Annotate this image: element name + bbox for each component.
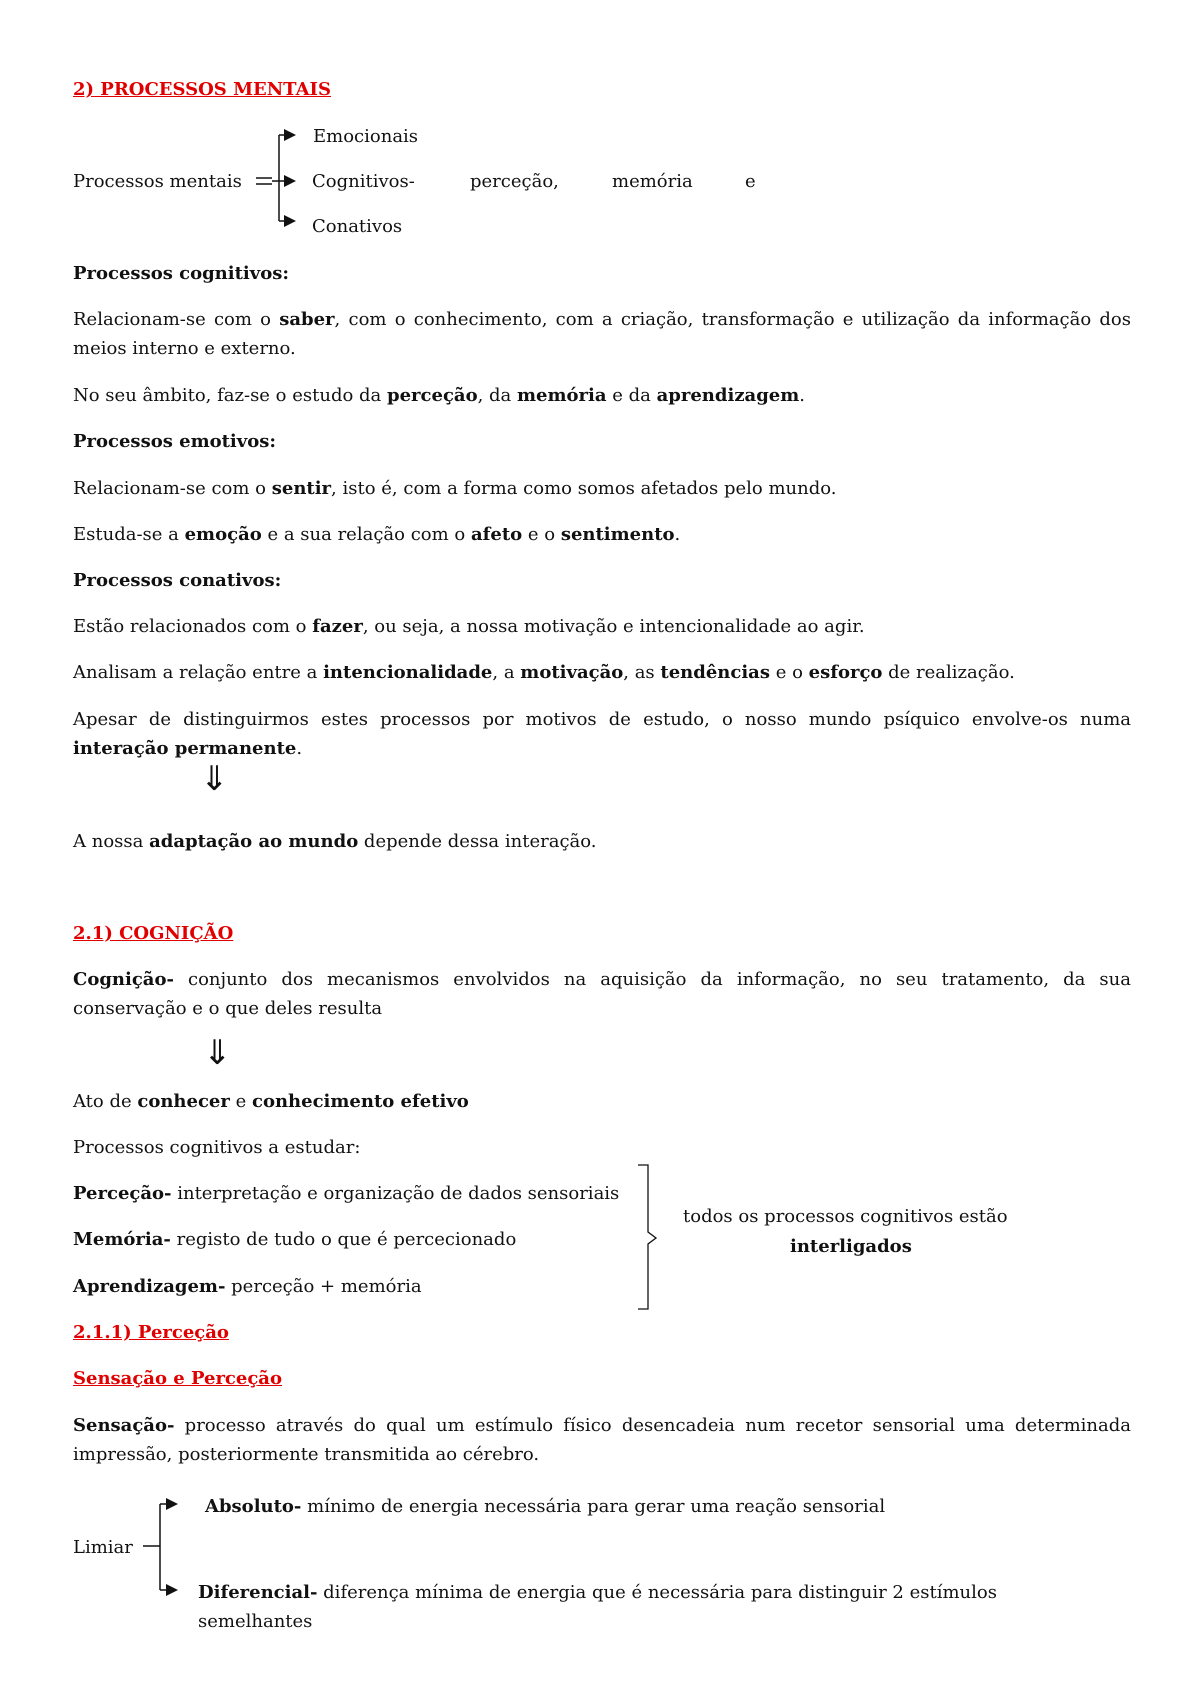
subheading-sensacao-percecao: Sensação e Perceção bbox=[73, 1368, 282, 1389]
branch-conativos: Conativos bbox=[312, 216, 403, 237]
diagram-root-label: Processos mentais bbox=[73, 171, 242, 192]
list-item-aprendizagem: Aprendizagem- perceção + memória bbox=[73, 1276, 422, 1297]
paragraph-cognitivos-1: Relacionam-se com o saber, com o conhecimento, com a criação, transformação e utilização da informação dos meios interno e externo. bbox=[73, 309, 1131, 359]
limiar-absoluto: Absoluto- mínimo de energia necessária para gerar uma reação sensorial bbox=[205, 1496, 886, 1517]
cognitive-item-memoria: memória bbox=[612, 171, 693, 192]
paragraph-processos-estudar: Processos cognitivos a estudar: bbox=[73, 1137, 361, 1158]
paragraph-conativos-2: Analisam a relação entre a intencionalidade, a motivação, as tendências e o esforço de realização. bbox=[73, 662, 1015, 683]
paragraph-conclusion: A nossa adaptação ao mundo depende dessa interação. bbox=[73, 831, 597, 852]
heading-processos-cognitivos: Processos cognitivos: bbox=[73, 263, 289, 284]
paragraph-cognitivos-2: No seu âmbito, faz-se o estudo da perceção, da memória e da aprendizagem. bbox=[73, 385, 806, 406]
paragraph-sensacao-definition: Sensação- processo através do qual um estímulo físico desencadeia num recetor sensorial uma determinada impressão, posteriormente transmitida ao cérebro. bbox=[73, 1415, 1131, 1465]
branch-emocionais: Emocionais bbox=[313, 126, 419, 147]
heading-processos-conativos: Processos conativos: bbox=[73, 570, 282, 591]
list-item-memoria: Memória- registo de tudo o que é percecionado bbox=[73, 1229, 517, 1250]
section-heading-processos-mentais: 2) PROCESSOS MENTAIS bbox=[73, 79, 331, 100]
limiar-label: Limiar bbox=[73, 1537, 133, 1558]
paragraph-ato-conhecer: Ato de conhecer e conhecimento efetivo bbox=[73, 1091, 469, 1112]
heading-processos-emotivos: Processos emotivos: bbox=[73, 431, 277, 452]
limiar-diferencial: Diferencial- diferença mínima de energia que é necessária para distinguir 2 estímulos semelhantes bbox=[198, 1582, 997, 1632]
down-arrow-icon: ⇓ bbox=[200, 759, 229, 799]
paragraph-emotivos-2: Estuda-se a emoção e a sua relação com o afeto e o sentimento. bbox=[73, 524, 681, 545]
cognitive-item-percecao: perceção, bbox=[470, 171, 559, 192]
brace-note-line2: interligados bbox=[790, 1236, 912, 1257]
paragraph-emotivos-1: Relacionam-se com o sentir, isto é, com a forma como somos afetados pelo mundo. bbox=[73, 478, 837, 499]
paragraph-conativos-3: Apesar de distinguirmos estes processos por motivos de estudo, o nosso mundo psíquico envolve-os numa interação permanente. bbox=[73, 709, 1131, 759]
cognitive-item-e: e bbox=[745, 171, 756, 192]
branch-cognitivos: Cognitivos- bbox=[312, 171, 415, 192]
down-arrow-icon: ⇓ bbox=[203, 1033, 232, 1073]
list-item-percecao: Perceção- interpretação e organização de dados sensoriais bbox=[73, 1183, 620, 1204]
section-heading-percecao: 2.1.1) Perceção bbox=[73, 1322, 229, 1343]
section-heading-cognicao: 2.1) COGNIÇÃO bbox=[73, 923, 234, 944]
paragraph-conativos-1: Estão relacionados com o fazer, ou seja, a nossa motivação e intencionalidade ao agir. bbox=[73, 616, 865, 637]
brace-note-line1: todos os processos cognitivos estão bbox=[683, 1206, 1008, 1227]
paragraph-cognicao-definition: Cognição- conjunto dos mecanismos envolvidos na aquisição da informação, no seu tratamento, da sua conservação e o que deles resulta bbox=[73, 969, 1131, 1019]
